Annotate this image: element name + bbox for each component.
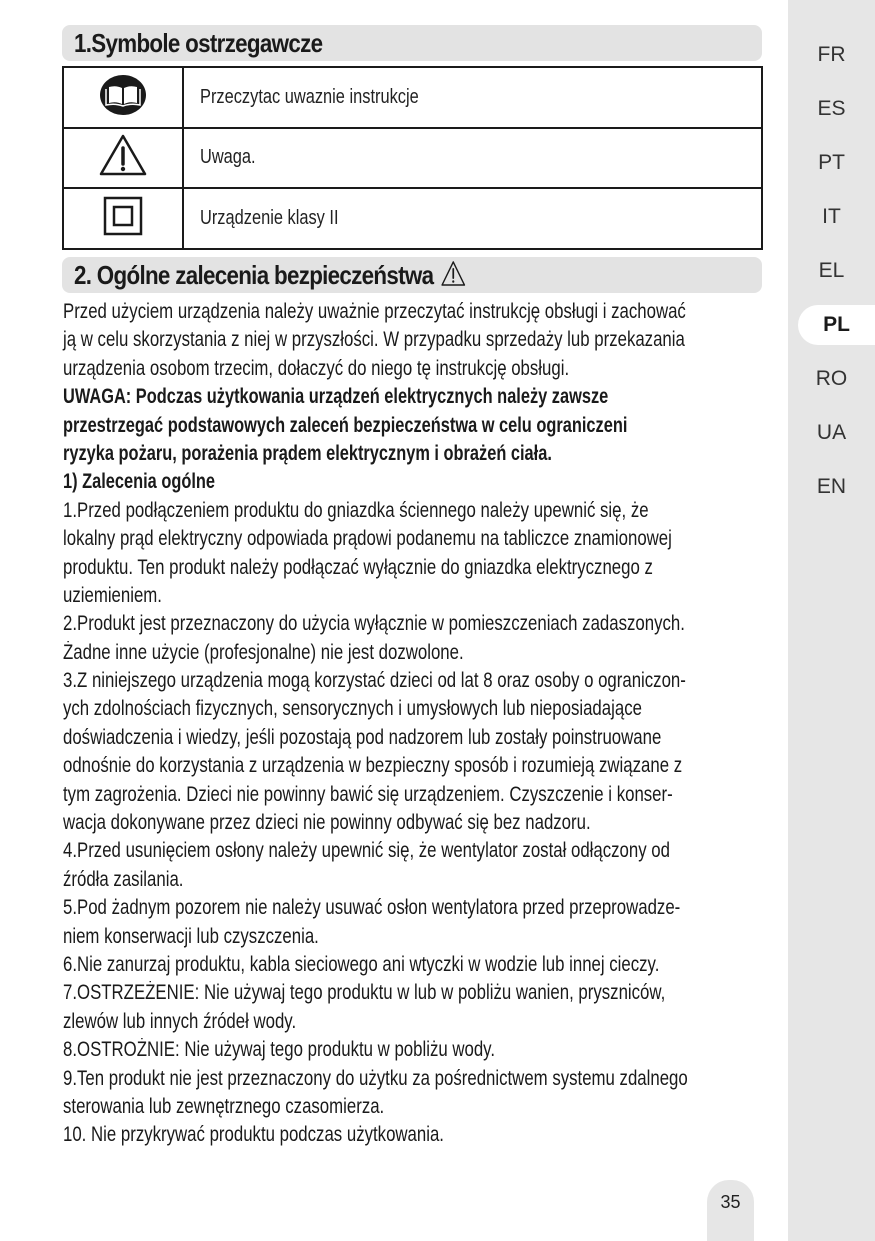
symbol-cell xyxy=(63,128,183,189)
lang-tab-pt[interactable]: PT xyxy=(818,151,845,174)
section-1-title: 1.Symbole ostrzegawcze xyxy=(74,28,323,58)
language-sidebar xyxy=(788,0,875,1241)
section-2-title: 2. Ogólne zalecenia bezpieczeństwa xyxy=(74,257,466,293)
section-1-header xyxy=(62,25,762,61)
warning-symbols-table xyxy=(62,66,763,250)
lang-tab-pl[interactable]: PL xyxy=(798,305,875,345)
class-ii-icon xyxy=(103,196,143,236)
safety-instructions-body xyxy=(63,298,768,1150)
symbol-description: Przeczytac uwaznie instrukcje xyxy=(183,67,762,128)
intro-paragraph: Przed użyciem urządzenia należy uważnie przeczytać instrukcję obsługi i zachować ją w celu skorzystania z niej w przyszłości. W przypadku sprzedaży lub przekazania urządzenia osobom trzecim, dołaczyć do niego tę instrukcję obsługi. xyxy=(63,300,686,380)
table-row xyxy=(63,128,762,189)
lang-tab-el[interactable]: EL xyxy=(818,259,845,282)
lang-tab-es[interactable]: ES xyxy=(817,97,846,120)
lang-tab-ro[interactable]: RO xyxy=(815,367,848,390)
symbol-cell xyxy=(63,188,183,249)
warning-triangle-icon xyxy=(98,133,148,177)
lang-tab-fr[interactable]: FR xyxy=(817,43,846,66)
recommendations-list: 1.Przed podłączeniem produktu do gniazdka ściennego należy upewnić się, że lokalny prąd elektryczny odpowiada prądowi podanemu na tabliczce znamionowej produktu. Ten produkt należy podłączać wyłącznie do gniazdka elektrycznego z uziemieniem. 2.Produkt jest przeznaczony do użycia wyłącznie w pomieszczeniach zadaszonych. Żadne inne użycie (profesjonalne) nie jest dozwolone. 3.Z niniejszego urządzenia mogą korzystać dzieci od lat 8 oraz osoby o ograniczon- ych zdolnościach fizycznych, sensorycznych i umysłowych lub nieposiadające doświadczenia i wiedzy, jeśli pozostają pod nadzorem lub zostały poinstruowane odnośnie do korzystania z urządzenia w bezpieczny sposób i rozumieją związane z tym zagrożenia. Dzieci nie powinny bawić się urządzeniem. Czyszczenie i konser- wacja dokonywane przez dzieci nie powinny odbywać się bez nadzoru. 4.Przed usunięciem osłony należy upewnić się, że wentylator został odłączony od źródła zasilania. 5.Pod żadnym pozorem nie należy usuwać osłon wentylatora przed przeprowadze- niem konserwacji lub czyszczenia. 6.Nie zanurzaj produktu, kabla sieciowego ani wtyczki w wodzie lub innej cieczy. 7.OSTRZEŻENIE: Nie używaj tego produktu w lub w pobliżu wanien, pryszniców, zlewów lub innych źródeł wody. 8.OSTROŻNIE: Nie używaj tego produktu w pobliżu wody. 9.Ten produkt nie jest przeznaczony do użytku za pośrednictwem systemu zdalnego sterowania lub zewnętrznego czasomierza. 10. Nie przykrywać produktu podczas użytkowania. xyxy=(63,498,688,1147)
page-number: 35 xyxy=(720,1192,741,1212)
table-row xyxy=(63,188,762,249)
table-row xyxy=(63,67,762,128)
lang-tab-it[interactable]: IT xyxy=(822,205,841,228)
page-number-tab xyxy=(707,1180,754,1241)
symbol-description: Uwaga. xyxy=(183,128,762,189)
warning-triangle-icon xyxy=(441,260,467,287)
read-manual-icon xyxy=(99,74,147,116)
section-2-header xyxy=(62,257,762,293)
general-recommendations-heading: 1) Zalecenia ogólne xyxy=(63,470,216,494)
symbol-cell xyxy=(63,67,183,128)
lang-tab-en[interactable]: EN xyxy=(816,475,847,498)
warning-paragraph: UWAGA: Podczas użytkowania urządzeń elektrycznych należy zawsze przestrzegać podstawowych zaleceń bezpieczeństwa w celu ograniczeni ryzyka pożaru, porażenia prądem elektrycznym i obrażeń ciała. xyxy=(63,385,628,465)
symbol-description: Urządzenie klasy II xyxy=(183,188,762,249)
lang-tab-ua[interactable]: UA xyxy=(816,421,847,444)
